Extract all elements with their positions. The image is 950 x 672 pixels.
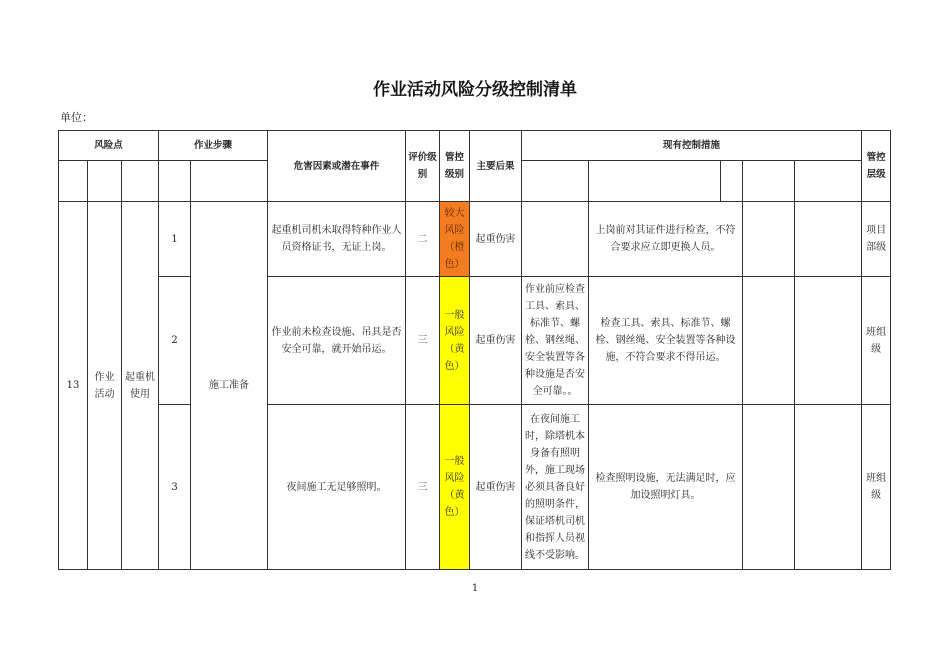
group-activity: 作业活动	[88, 202, 122, 570]
header-existing-measures: 现有控制措施	[522, 131, 862, 161]
step-number: 2	[159, 277, 191, 405]
unit-label: 单位：	[60, 111, 93, 124]
measure-blank-cell	[795, 277, 862, 405]
page-title: 作业活动风险分级控制清单	[373, 80, 577, 100]
risk-level-badge: 一般风险（黄色）	[440, 277, 470, 405]
header-blank-cell	[159, 161, 191, 202]
header-risk-point: 风险点	[59, 131, 159, 161]
header-blank-cell	[59, 161, 88, 202]
hazard-cell: 作业前未检查设施、吊具是否安全可靠，就开始吊运。	[268, 277, 406, 405]
table-row	[59, 202, 891, 277]
table-row	[59, 277, 891, 405]
header-blank-cell	[743, 161, 795, 202]
control-tier-cell: 班组级	[862, 277, 891, 405]
header-blank-cell	[122, 161, 159, 202]
header-control-tier: 管控层级	[862, 131, 891, 202]
eval-level-cell: 二	[406, 202, 440, 277]
measure-cell: 在夜间施工时，除塔机本身备有照明外，施工现场必须具备良好的照明条件，保证塔机司机和指挥人员视线不受影响。	[522, 405, 589, 570]
header-hazard: 危害因素或潜在事件	[268, 131, 406, 202]
step-number: 1	[159, 202, 191, 277]
measure-cell: 检查照明设施，无法满足时，应加设照明灯具。	[589, 405, 743, 570]
consequence-cell: 起重伤害	[470, 202, 522, 277]
measure-cell	[522, 202, 589, 277]
header-blank-cell	[795, 161, 862, 202]
group-number: 13	[59, 202, 88, 570]
step-number: 3	[159, 405, 191, 570]
eval-level-cell: 三	[406, 405, 440, 570]
control-tier-cell: 项目部级	[862, 202, 891, 277]
header-blank-cell	[191, 161, 268, 202]
group-object: 起重机使用	[122, 202, 159, 570]
consequence-cell: 起重伤害	[470, 277, 522, 405]
risk-level-badge: 较大风险（橙色）	[440, 202, 470, 277]
header-control-level: 管控级别	[440, 131, 470, 202]
table-row	[59, 405, 891, 570]
measure-cell: 上岗前对其证件进行检查，不符合要求应立即更换人员。	[589, 202, 743, 277]
header-blank-cell	[589, 161, 721, 202]
measure-blank-cell	[743, 405, 795, 570]
header-eval-level: 评价级别	[406, 131, 440, 202]
hazard-cell: 起重机司机未取得特种作业人员资格证书，无证上岗。	[268, 202, 406, 277]
eval-level-cell: 三	[406, 277, 440, 405]
measure-blank-cell	[743, 277, 795, 405]
header-blank-cell	[522, 161, 589, 202]
risk-level-badge: 一般风险（黄色）	[440, 405, 470, 570]
measure-blank-cell	[795, 202, 862, 277]
page-number: 1	[471, 583, 479, 594]
header-consequence: 主要后果	[470, 131, 522, 202]
measure-cell: 作业前应检查工具、索具、标准节、螺栓、钢丝绳、安全装置等各种设施是否安全可靠。。	[522, 277, 589, 405]
header-blank-cell	[88, 161, 122, 202]
header-blank-cell	[721, 161, 743, 202]
measure-blank-cell	[795, 405, 862, 570]
group-stage: 施工准备	[191, 202, 268, 570]
control-tier-cell: 班组级	[862, 405, 891, 570]
measure-blank-cell	[743, 202, 795, 277]
consequence-cell: 起重伤害	[470, 405, 522, 570]
measure-cell: 检查工具、索具、标准节、螺栓、钢丝绳、安全装置等各种设施，不符合要求不得吊运。	[589, 277, 743, 405]
hazard-cell: 夜间施工无足够照明。	[268, 405, 406, 570]
header-work-steps: 作业步骤	[159, 131, 268, 161]
risk-control-table	[58, 130, 891, 570]
